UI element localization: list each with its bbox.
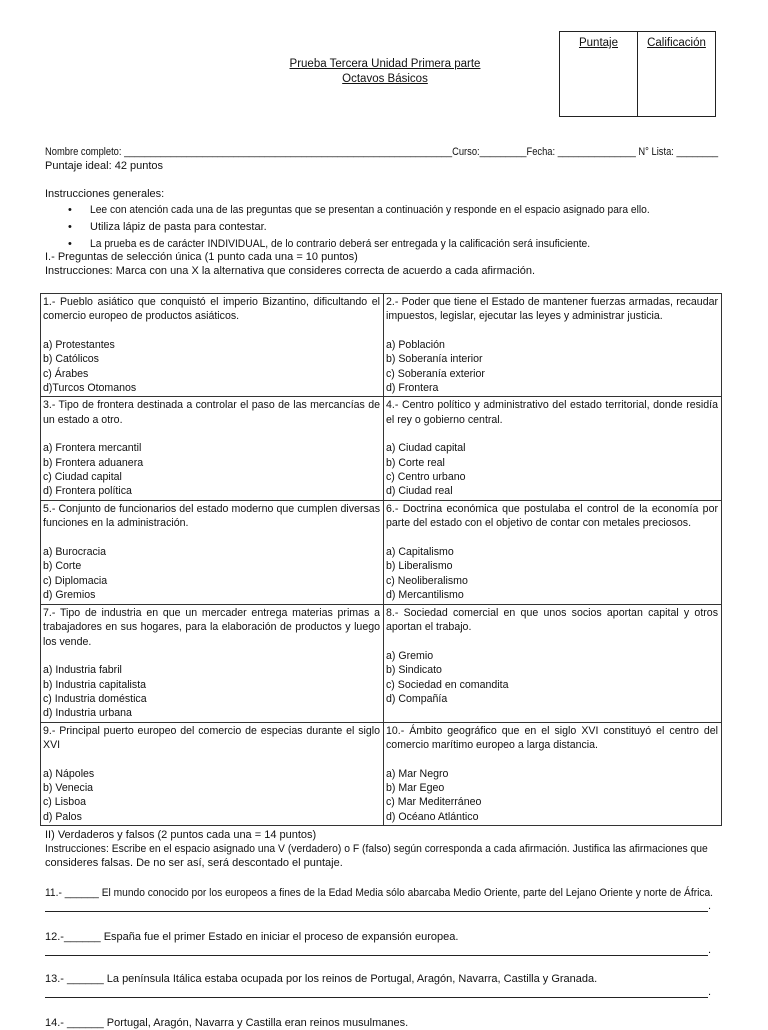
answer-option[interactable]: c) Centro urbano [386,471,466,484]
question-text: 9.- Principal puerto europeo del comercio de especias durante el siglo XVI [43,724,380,752]
answer-option[interactable]: b) Corte [43,560,82,573]
answer-line[interactable] [45,997,708,998]
answer-option[interactable]: c) Neoliberalismo [386,574,468,587]
question-cell-10 [384,722,722,825]
question-text: 7.- Tipo de industria en que un mercader entrega materias primas a trabajadores en sus hogares, para la elaboración de productos y luego los vende. [43,606,380,648]
question-cell-7 [41,604,384,722]
answer-option[interactable]: a) Población [386,338,445,351]
question-cell-1 [41,294,384,397]
question-text: 8.- Sociedad comercial en que unos socios aportan capital y otros aportan el trabajo. [386,606,718,634]
answer-option[interactable]: d) Océano Atlántico [386,810,479,823]
section2-heading: II) Verdaderos y falsos (2 puntos cada una = 14 puntos) [45,829,317,841]
question-text: 4.- Centro político y administrativo del estado territorial, donde residía el rey o gobierno central. [386,399,718,426]
answer-option[interactable]: c) Mar Mediterráneo [386,796,482,809]
answer-option[interactable]: a) Ciudad capital [386,442,466,455]
answer-option[interactable]: a) Capitalismo [386,545,454,558]
answer-option[interactable]: b) Soberanía interior [386,353,483,366]
title-line-2: Octavos Básicos [342,73,428,85]
answer-option[interactable]: b) Venecia [43,781,94,794]
answer-option[interactable]: a) Burocracia [43,545,106,558]
section1-instructions: Instrucciones: Marca con una X la alternativa que consideres correcta de acuerdo a cada afirmación. [45,265,536,277]
question-text: 3.- Tipo de frontera destinada a controlar el paso de las mercancías de un estado a otro. [43,399,380,426]
question-row [41,294,722,397]
instructions-list [68,202,690,253]
instruction-bullet: • Lee con atención cada una de las preguntas que se presentan a continuación y responde en el espacio asignado para ello. [68,202,690,219]
line-end-dot: . [708,900,712,912]
answer-option[interactable]: b) Corte real [386,456,445,469]
question-row [41,500,722,604]
answer-option[interactable]: b) Industria capitalista [43,678,147,691]
questions-table [40,293,722,826]
answer-option[interactable]: b) Mar Egeo [386,781,445,794]
instruction-bullet: • La prueba es de carácter INDIVIDUAL, de lo contrario deberá ser entregada y la calificación será insuficiente. [68,236,690,253]
question-cell-6 [384,500,722,604]
title-line-1: Prueba Tercera Unidad Primera parte [289,58,481,70]
section1-heading: I.- Preguntas de selección única (1 punto cada una = 10 puntos) [45,251,358,263]
answer-option[interactable]: b) Frontera aduanera [43,456,144,469]
answer-option[interactable]: a) Frontera mercantil [43,442,142,455]
question-cell-8 [384,604,722,722]
answer-option[interactable]: d) Compañía [386,692,448,705]
question-row [41,604,722,722]
answer-option[interactable]: d) Frontera [386,382,439,395]
line-end-dot: . [708,986,712,998]
tf-item-11[interactable]: 11.- ______ El mundo conocido por los europeos a fines de la Edad Media sólo abarcaba Medio Oriente, parte del Lejano Oriente y norte de África. [45,887,714,899]
tf-item-12[interactable]: 12.-______ España fue el primer Estado en iniciar el proceso de expansión europea. [45,931,459,943]
answer-option[interactable]: c) Ciudad capital [43,471,122,484]
question-text: 1.- Pueblo asiático que conquistó el imperio Bizantino, dificultando el comercio europeo de productos asiáticos. [43,296,380,323]
question-cell-3 [41,397,384,500]
answer-option[interactable]: d) Frontera política [43,485,132,498]
ideal-score: Puntaje ideal: 42 puntos [45,160,164,172]
instruction-bullet: • Utiliza lápiz de pasta para contestar. [68,219,690,236]
answer-option[interactable]: a) Nápoles [43,767,95,780]
answer-option[interactable]: c) Árabes [43,367,89,380]
question-text: 2.- Poder que tiene el Estado de mantener fuerzas armadas, recaudar impuestos, legislar, ejecutar las leyes y administrar justicia. [386,296,718,323]
answer-option[interactable]: d) Ciudad real [386,485,453,498]
line-end-dot: . [708,944,712,956]
answer-option[interactable]: d) Palos [43,810,82,823]
question-row [41,397,722,500]
score-box [559,31,716,117]
question-row [41,722,722,825]
answer-option[interactable]: a) Protestantes [43,338,115,351]
tf-item-13[interactable]: 13.- ______ La península Itálica estaba ocupada por los reinos de Portugal, Aragón, Navarra, Castilla y Granada. [45,973,598,985]
answer-line[interactable] [45,955,708,956]
tf-item-14[interactable]: 14.- ______ Portugal, Aragón, Navarra y Castilla eran reinos musulmanes. [45,1017,409,1029]
calificacion-cell: Calificación [647,37,706,49]
question-cell-4 [384,397,722,500]
answer-option[interactable]: a) Industria fabril [43,664,122,677]
question-text: 6.- Doctrina económica que postulaba el control de la economía por parte del estado con el objetivo de contar con metales preciosos. [386,502,718,530]
answer-option[interactable]: c) Lisboa [43,796,86,809]
question-cell-2 [384,294,722,397]
answer-option[interactable]: d)Turcos Otomanos [43,382,137,395]
answer-option[interactable]: b) Sindicato [386,664,442,677]
answer-option[interactable]: b) Católicos [43,353,99,366]
answer-option[interactable]: a) Mar Negro [386,767,449,780]
question-text: 5.- Conjunto de funcionarios del estado moderno que cumplen diversas funciones en la administración. [43,502,380,530]
page-title [230,57,540,87]
answer-option[interactable]: d) Mercantilismo [386,588,464,601]
answer-option[interactable]: d) Gremios [43,588,96,601]
answer-option[interactable]: c) Sociedad en comandita [386,678,509,691]
question-cell-9 [41,722,384,825]
name-line[interactable]: Nombre completo: _______________________________________________________________Curso:_________Fecha: _______________ N° Lista: ________ [45,146,719,158]
answer-line[interactable] [45,911,708,912]
puntaje-cell: Puntaje [560,32,638,116]
answer-option[interactable]: d) Industria urbana [43,707,132,720]
question-text: 10.- Ámbito geográfico que en el siglo XVI constituyó el centro del comercio marítimo europeo a larga distancia. [386,724,718,752]
section2-instructions-2: consideres falsas. De no ser así, será descontado el puntaje. [45,857,343,869]
answer-option[interactable]: c) Industria doméstica [43,692,147,705]
section2-instructions-1: Instrucciones: Escribe en el espacio asignado una V (verdadero) o F (falso) según corresponda a cada afirmación. Justifica las afirmaciones que [45,843,708,855]
answer-option[interactable]: b) Liberalismo [386,560,453,573]
question-cell-5 [41,500,384,604]
answer-option[interactable]: c) Diplomacia [43,574,108,587]
answer-option[interactable]: a) Gremio [386,649,434,662]
answer-option[interactable]: c) Soberanía exterior [386,367,485,380]
instructions-heading: Instrucciones generales: [45,188,165,200]
